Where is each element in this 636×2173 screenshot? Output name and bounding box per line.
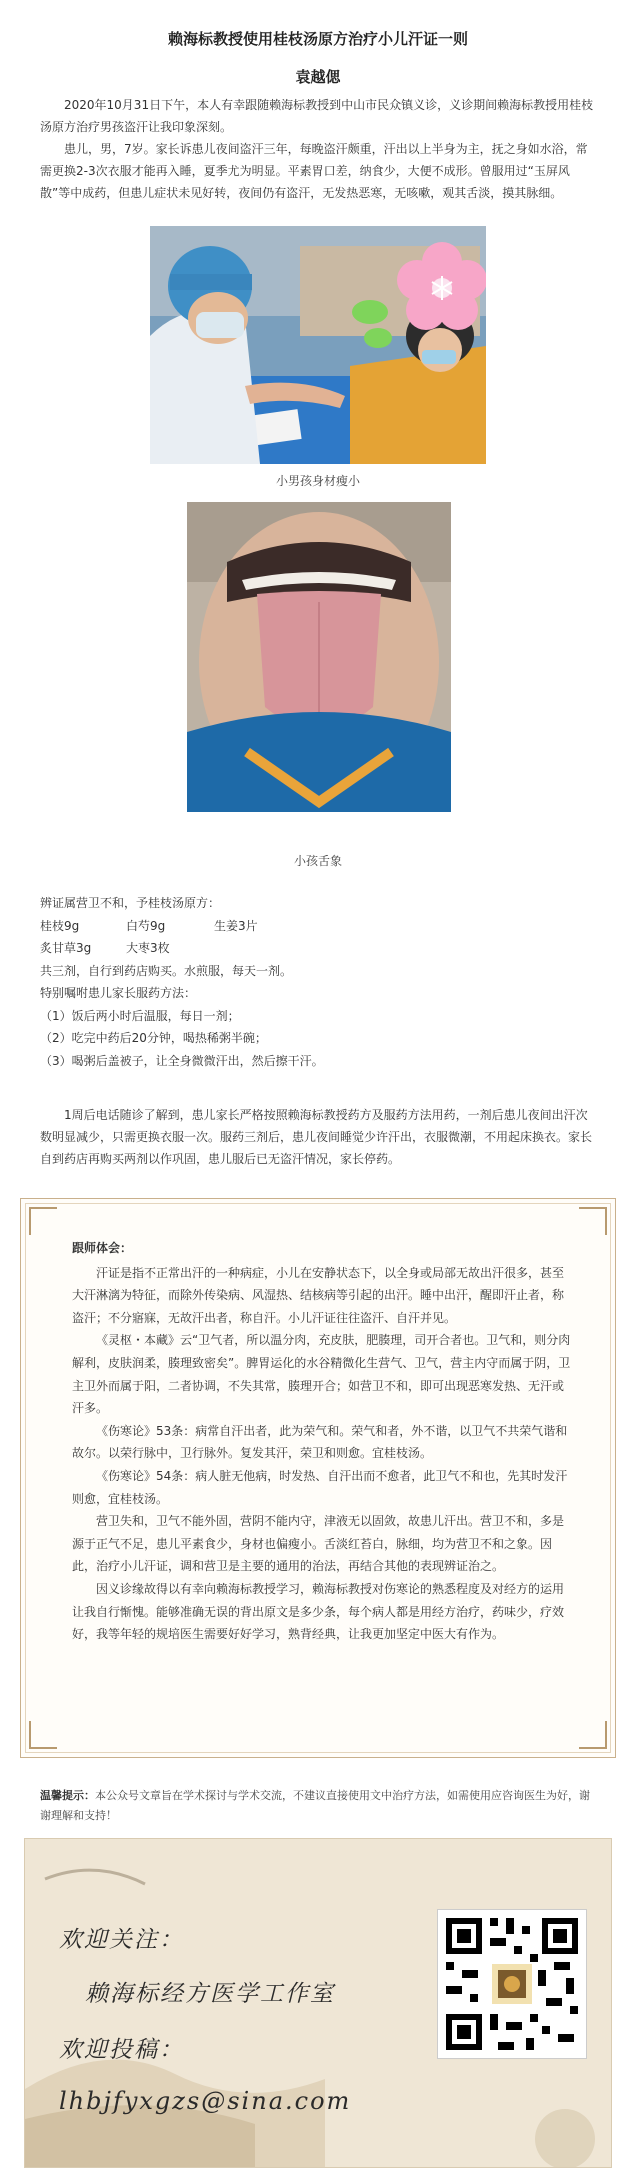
disclaimer-tip <box>40 1786 598 1826</box>
herb-baishao: 白芍9g <box>126 918 166 933</box>
reflection-paragraph: 因义诊缘故得以有幸向赖海标教授学习，赖海标教授对伤寒论的熟悉程度及对经方的运用让我自行惭愧。能够准确无误的背出原文是多少条，每个病人都是用经方治疗，药味少，疗效好，我等年轻的规培医生需要好好学习，熟背经典，让我更加坚定中医大有作为。 <box>72 1581 565 1642</box>
herb-row-1 <box>40 915 598 938</box>
reflection-heading: 跟师体会： <box>72 1241 133 1255</box>
banner-submit-label: 欢迎投稿： <box>59 2037 184 2063</box>
case-paragraph: 患儿，男，7岁。家长诉患儿夜间盗汗三年，每晚盗汗颇重，汗出以上半身为主，抚之身如水浴，常需更换2-3次衣服才能再入睡，夏季尤为明显。平素胃口差，纳食少，大便不成形。曾服用过“玉屏风散”等中成药，但患儿症状未见好转，夜间仍有盗汗，无发热恶寒，无咳嗽，观其舌淡，摸其脉细。 <box>40 142 588 200</box>
reflection-body <box>72 1237 572 1646</box>
banner-studio-name: 赖海标经方医学工作室 <box>85 1981 335 2007</box>
article-author: 袁越偲 <box>295 68 341 86</box>
reflection-paragraph: 《伤寒论》53条：病常自汗出者，此为荣气和。荣气和者，外不谐，以卫气不共荣气谐和故尔。以荣行脉中，卫行脉外。复发其汗，荣卫和则愈。宜桂枝汤。 <box>72 1423 568 1461</box>
instruction-step-3: （3）喝粥后盖被子，让全身微微汗出，然后擦干汗。 <box>40 1053 324 1068</box>
article-title: 赖海标教授使用桂枝汤原方治疗小儿汗证一则 <box>167 30 468 48</box>
welcome-banner <box>24 1838 612 2168</box>
photo-doctor-and-boy <box>150 226 486 464</box>
reflection-paragraph: 营卫失和，卫气不能外固，营阴不能内守，津液无以固敛，故患儿汗出。营卫不和，多是源于正气不足，患儿平素食少，身材也偏瘦小。舌淡红苔白，脉细，均为营卫不和之象。因此，治疗小儿汗证，调和营卫是主要的通用的治法，再结合其他的表现辨证治之。 <box>72 1514 565 1574</box>
prescription-block <box>40 892 598 1072</box>
herb-row-2 <box>40 937 598 960</box>
instruction-heading: 特别嘱咐患儿家长服药方法： <box>40 986 197 1000</box>
qr-code[interactable] <box>437 1909 587 2059</box>
banner-email[interactable]: lhbjfyxgzs@sina.com <box>59 2087 352 2115</box>
tip-text: 本公众号文章旨在学术探讨与学术交流，不建议直接使用文中治疗方法，如需使用应咨询医生为好，谢谢理解和支持！ <box>40 1789 590 1822</box>
photo-tongue <box>187 502 451 812</box>
frame-corner-ornament <box>579 1721 607 1749</box>
intro-paragraph: 2020年10月31日下午，本人有幸跟随赖海标教授到中山市民众镇义诊，义诊期间赖海标教授用桂枝汤原方治疗男孩盗汗让我印象深刻。 <box>40 98 594 134</box>
banner-follow-label: 欢迎关注： <box>59 1927 184 1953</box>
reflection-paragraph: 《灵枢・本藏》云“卫气者，所以温分肉，充皮肤，肥腠理，司开合者也。卫气和，则分肉解利，皮肤润柔，腠理致密矣”。脾胃运化的水谷精微化生营气、卫气，营主内守而属于阴，卫主卫外而属于阳，二者协调，不失其常，腠理开合；如营卫不和，即可出现恶寒发热、无汗或汗多。 <box>72 1333 571 1416</box>
frame-corner-ornament <box>29 1721 57 1749</box>
reflection-paragraph: 汗证是指不正常出汗的一种病症，小儿在安静状态下，以全身或局部无故出汗很多，甚至大汗淋漓为特征，而除外传染病、风湿热、结核病等引起的出汗。睡中出汗，醒即汗止者，称盗汗；不分寤寐，无故汗出者，称自汗。小儿汗证往往盗汗、自汗并见。 <box>72 1265 565 1325</box>
herb-dazao: 大枣3枚 <box>126 941 170 955</box>
herb-guizhi: 桂枝9g <box>40 918 80 933</box>
herb-zhigancao: 炙甘草3g <box>40 941 92 955</box>
instruction-step-2: （2）吃完中药后20分钟，喝热稀粥半碗； <box>40 1031 267 1045</box>
herb-shengjiang: 生姜3片 <box>214 918 258 933</box>
reflection-paragraph: 《伤寒论》54条：病人脏无他病，时发热、自汗出而不愈者，此卫气不和也，先其时发汗则愈，宜桂枝汤。 <box>72 1468 568 1506</box>
followup-paragraph: 1周后电话随诊了解到，患儿家长严格按照赖海标教授药方及服药方法用药，一剂后患儿夜间出汗次数明显减少，只需更换衣服一次。服药三剂后，患儿夜间睡觉少许汗出，衣服微潮，不用起床换衣。家长自到药店再购买两剂以作巩固，患儿服后已无盗汗情况，家长停药。 <box>40 1108 593 1166</box>
frame-corner-ornament <box>579 1207 607 1235</box>
instruction-step-1: （1）饭后两小时后温服，每日一剂； <box>40 1008 240 1023</box>
photo2-caption: 小孩舌象 <box>293 854 342 868</box>
diagnosis-line: 辨证属营卫不和，予桂枝汤原方： <box>40 896 221 910</box>
tip-label: 温馨提示： <box>40 1789 95 1802</box>
photo1-caption: 小男孩身材瘦小 <box>275 474 360 488</box>
dosage-line: 共三剂，自行到药店购买。水煎服，每天一剂。 <box>40 963 293 978</box>
frame-corner-ornament <box>29 1207 57 1235</box>
